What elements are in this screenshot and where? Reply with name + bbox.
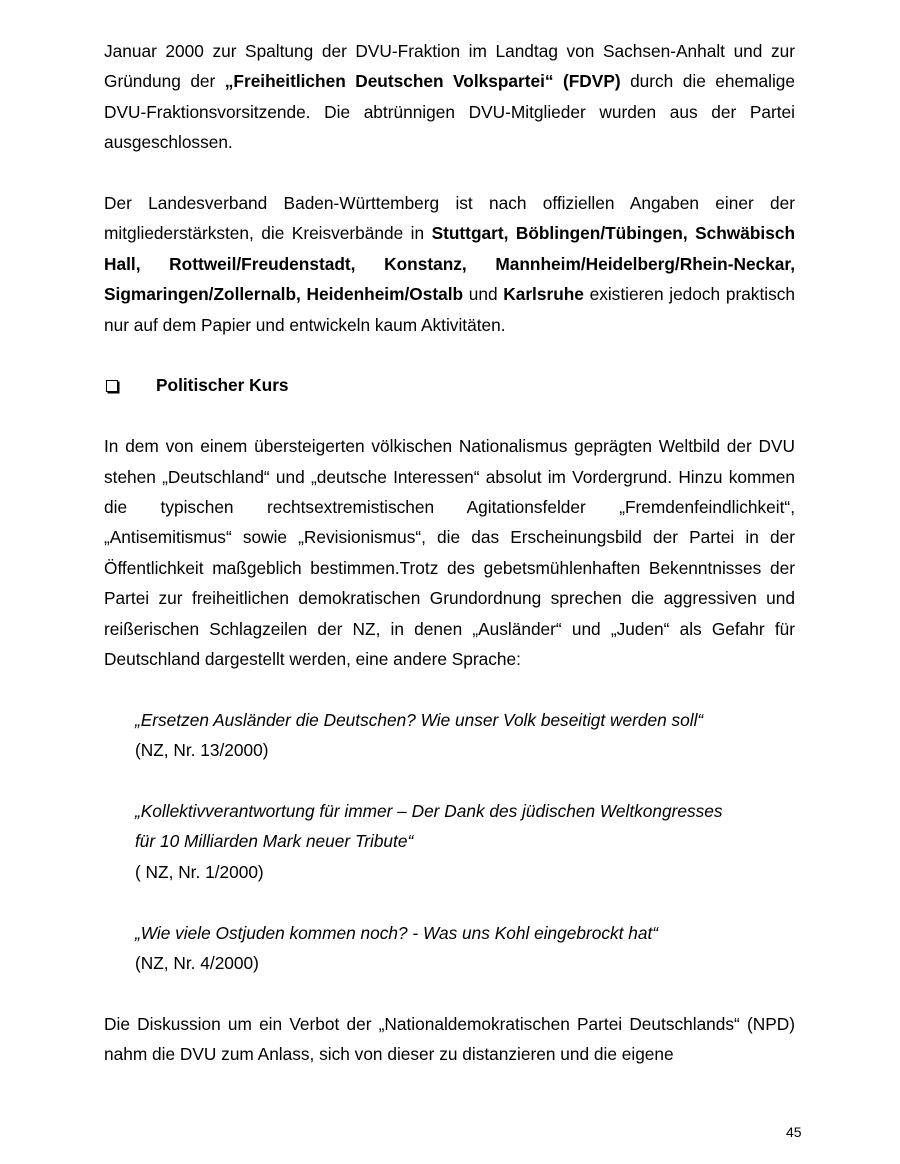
document-page	[104, 36, 795, 1070]
section-heading	[104, 370, 795, 400]
bold-district-list: Stuttgart, Böblingen/Tübingen, Schwäbisch Hall, Rottweil/Freudenstadt, Konstanz, Mannheim/Heidelberg/Rhein-Neckar, Sigmaringen/Zollernalb, Heidenheim/Ostalb	[104, 223, 796, 305]
paragraph-npd-discussion: Die Diskussion um ein Verbot der „Nationaldemokratischen Partei Deutschlands“ (NPD) nahm die DVU zum Anlass, sich von dieser zu distanzieren und die eigene	[104, 1013, 795, 1065]
paragraph-political-course: In dem von einem übersteigerten völkischen Nationalismus geprägten Weltbild der DVU stehen „Deutschland“ und „deutsche Interessen“ absolut im Vordergrund. Hinzu kommen die typischen rechtsextremistischen Agitationsfelder „Fremdenfeindlichkeit“, „Antisemitismus“ sowie „Revisionismus“, die das Erscheinungsbild der Partei in der Öffentlichkeit maßgeblich bestimmen.Trotz des gebetsmühlenhaften Bekenntnisses der Partei zur freiheitlichen demokratischen Grundordnung sprechen die aggressiven und reißerischen Schlagzeilen der NZ, in denen „Ausländer“ und „Juden“ als Gefahr für Deutschland dargestellt werden, eine andere Sprache:	[104, 436, 795, 670]
quote-item	[135, 705, 795, 766]
quote-text: „Ersetzen Ausländer die Deutschen? Wie unser Volk beseitigt werden soll“	[135, 709, 704, 730]
bold-party-name: „Freiheitlichen Deutschen Volkspartei“ (FDVP)	[224, 71, 621, 92]
quote-text: „Wie viele Ostjuden kommen noch? - Was uns Kohl eingebrockt hat“	[135, 922, 659, 943]
quote-source: (NZ, Nr. 13/2000)	[135, 740, 269, 761]
quote-text: „Kollektivverantwortung für immer – Der Dank des jüdischen Weltkongresses	[135, 801, 723, 822]
bold-district-karlsruhe: Karlsruhe	[503, 284, 584, 305]
paragraph-text: durch die ehemalige DVU-Fraktionsvorsitzende. Die abtrünnigen DVU-Mitglieder wurden aus der Partei ausgeschlossen.	[104, 71, 796, 153]
quote-source: (NZ, Nr. 4/2000)	[135, 953, 259, 974]
paragraph-text: Januar 2000 zur Spaltung der DVU-Fraktion im Landtag von Sachsen-Anhalt und zur Gründung der	[104, 41, 795, 92]
paragraph-baden-wuerttemberg	[104, 188, 795, 340]
paragraph-text: Der Landesverband Baden-Württemberg ist nach offiziellen Angaben einer der mitgliederstärksten, die Kreisverbände in	[104, 193, 795, 244]
paragraph-text: und	[463, 284, 504, 305]
quote-source: ( NZ, Nr. 1/2000)	[135, 861, 264, 882]
paragraph-text: existieren jedoch praktisch nur auf dem Papier und entwickeln kaum Aktivitäten.	[104, 284, 795, 335]
paragraph-fdvp-split	[104, 36, 795, 158]
section-heading-text: Politischer Kurs	[156, 375, 289, 396]
checkbox-bullet-icon	[106, 380, 118, 392]
page-number: 45	[786, 1124, 802, 1140]
quote-text: für 10 Milliarden Mark neuer Tribute“	[135, 831, 414, 852]
quote-item	[135, 918, 795, 979]
quote-item	[135, 796, 795, 887]
